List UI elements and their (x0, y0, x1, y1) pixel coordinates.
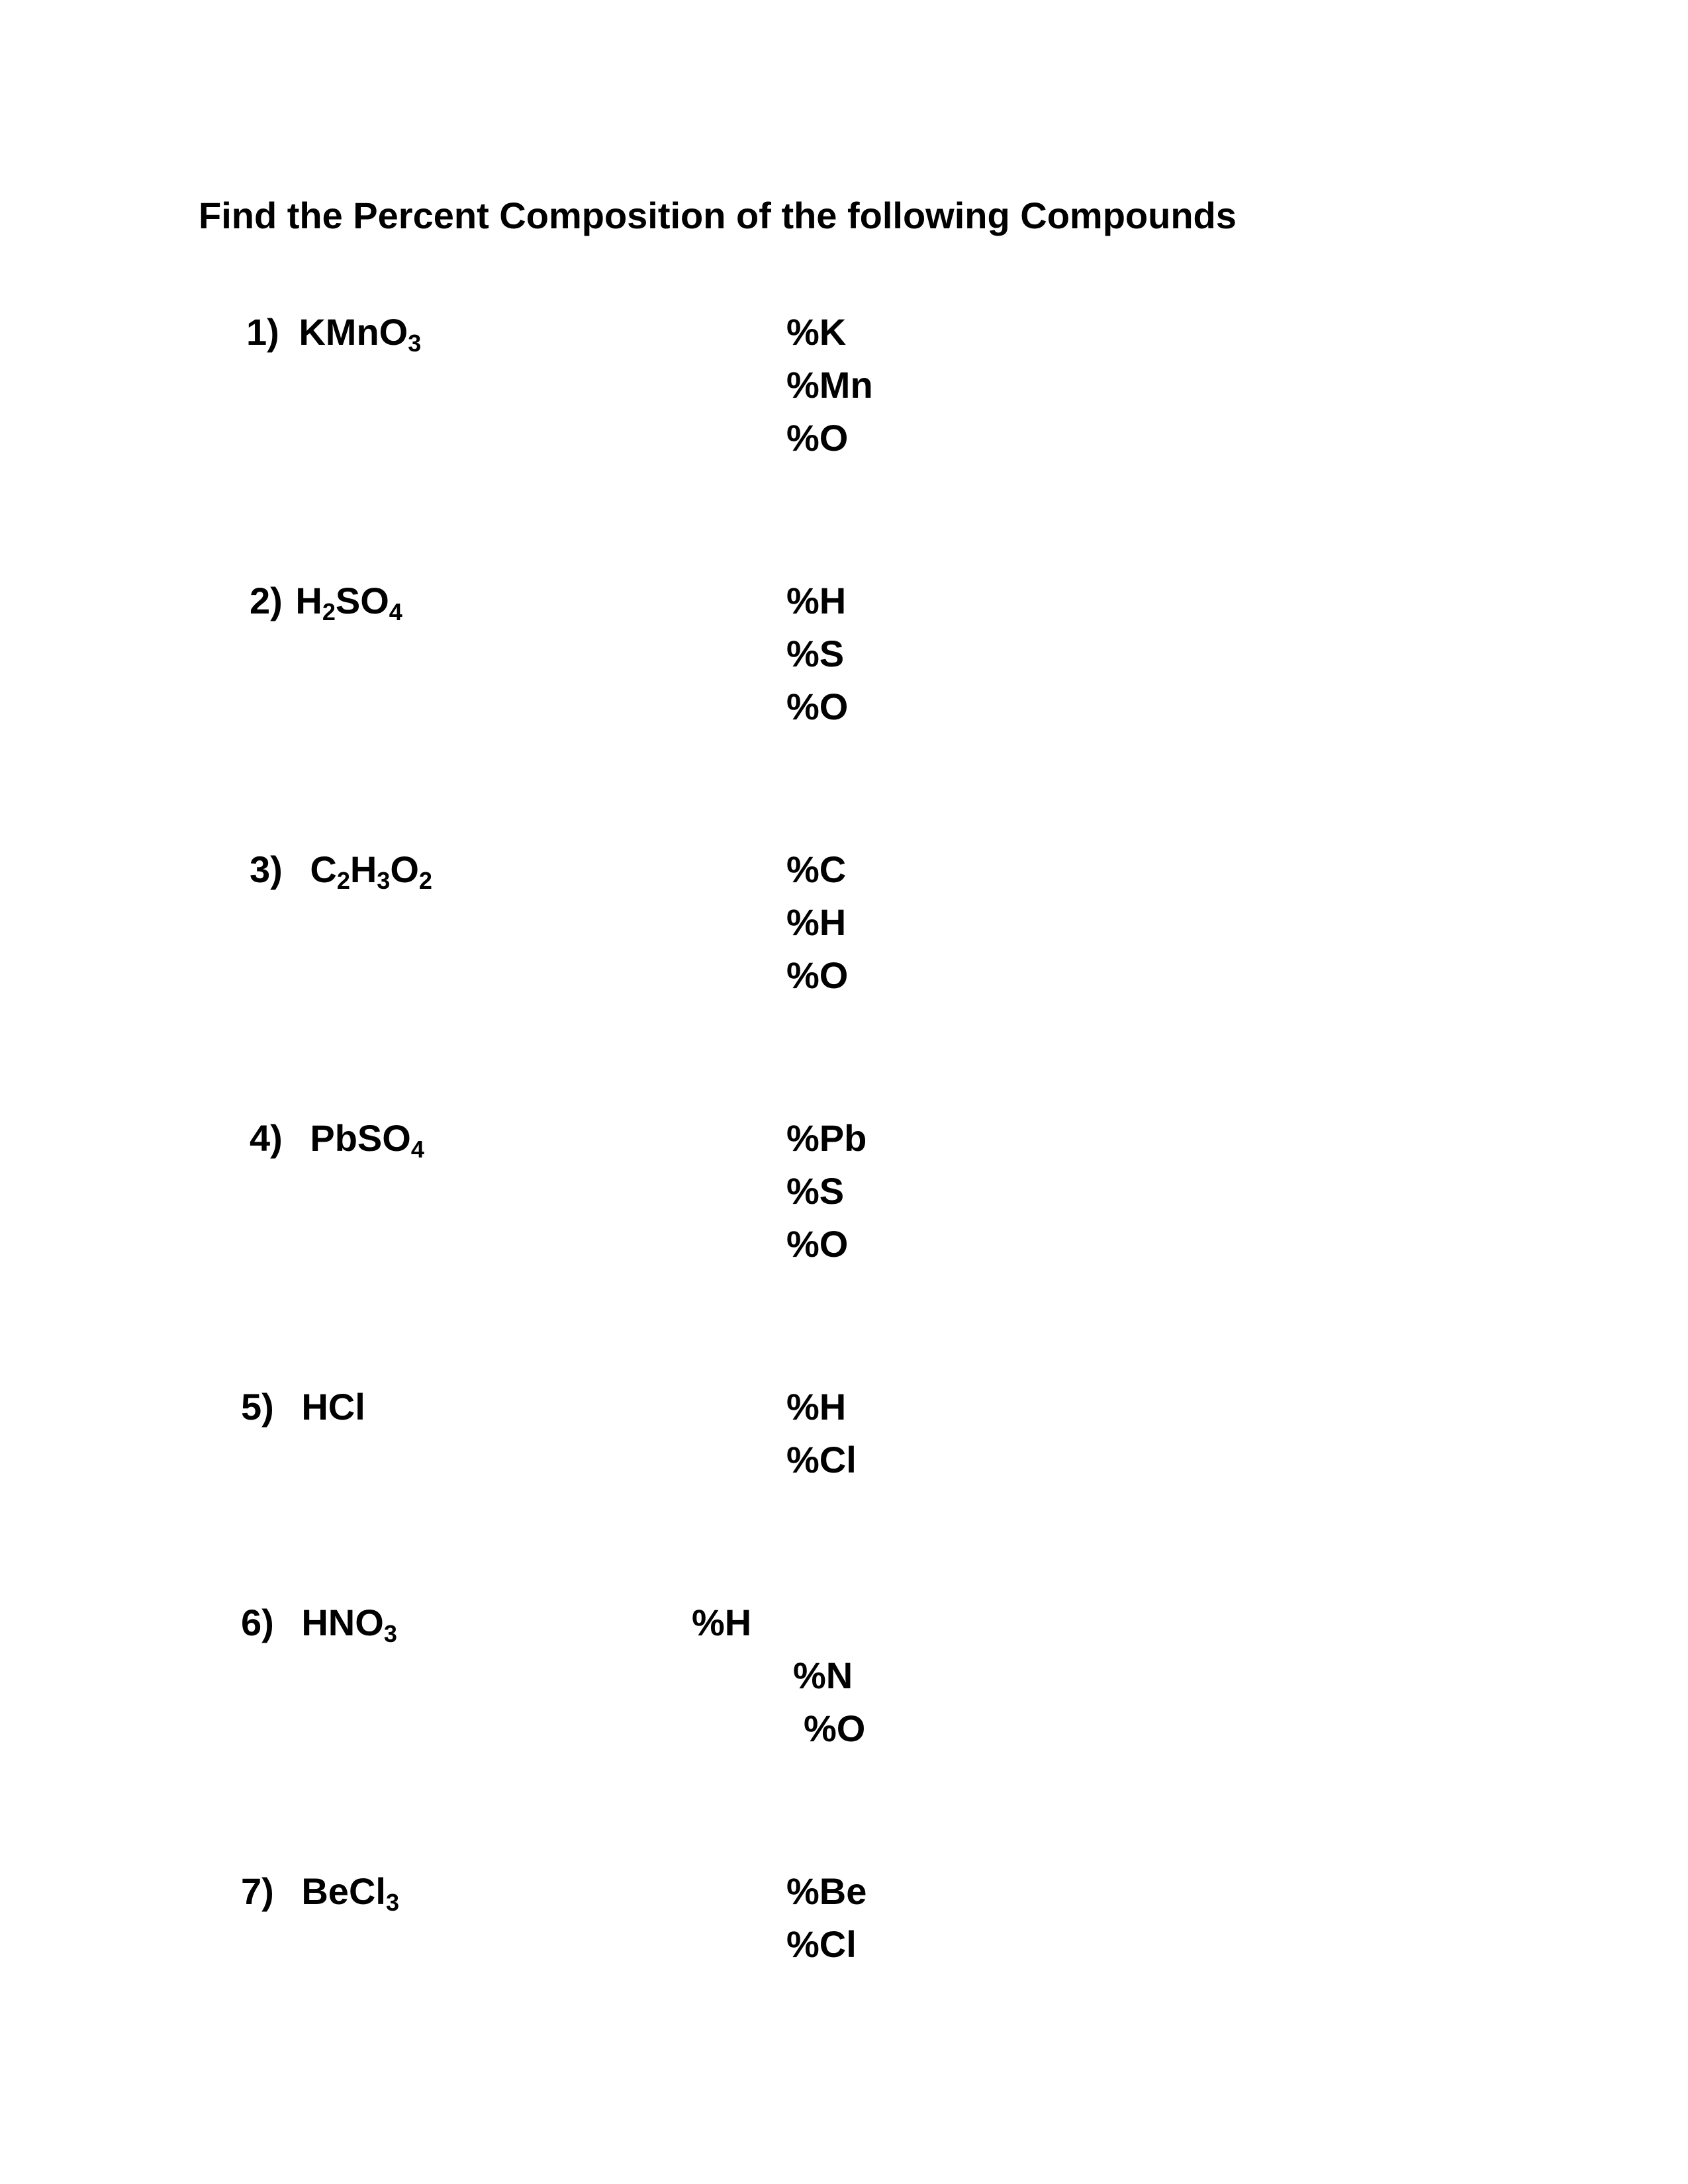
percent-label: %O (786, 417, 849, 459)
question-2 (250, 580, 402, 625)
question-1 (246, 311, 422, 357)
question-number: 5) (241, 1386, 274, 1428)
percent-label: %N (793, 1655, 853, 1696)
formula: PbSO$_4$ (310, 1117, 424, 1163)
percent-label: %Cl (786, 1439, 857, 1480)
formula: HCl (301, 1386, 365, 1428)
question-5 (241, 1388, 365, 1426)
question-number: 1) (246, 311, 279, 353)
percent-label: %O (786, 686, 849, 727)
percent-label: %Pb (786, 1117, 867, 1159)
percent-label: %H (692, 1602, 752, 1643)
percent-label: %Cl (786, 1923, 857, 1965)
formula: KMnO$_3$ (299, 311, 422, 357)
question-number: 3) (250, 848, 283, 890)
percent-label: %H (786, 1386, 847, 1428)
question-4 (250, 1117, 424, 1163)
question-number: 7) (241, 1870, 274, 1912)
formula: $HNO_3$ (301, 1602, 397, 1647)
percent-label: %O (804, 1707, 866, 1749)
percent-label: %Be (786, 1870, 867, 1912)
percent-label: %H (786, 580, 847, 621)
question-number: 4) (250, 1117, 283, 1159)
percent-label: %C (786, 848, 847, 890)
formula: BeCl$_3$ (301, 1870, 399, 1916)
question-6 (241, 1602, 397, 1647)
percent-label: %Mn (786, 364, 873, 406)
formula: $C_2H_3O_2$ (310, 848, 432, 894)
percent-label: %O (786, 954, 849, 996)
percent-label: %H (786, 901, 847, 943)
worksheet-title: Find the Percent Composition of the following Compounds (199, 195, 1237, 236)
question-7 (241, 1870, 399, 1916)
percent-label: %S (786, 633, 845, 674)
question-3 (250, 848, 432, 894)
percent-label: %S (786, 1170, 845, 1212)
formula: $H_2SO_4$ (295, 580, 402, 625)
percent-label: %O (786, 1223, 849, 1265)
question-number: 6) (241, 1602, 274, 1643)
percent-label: %K (786, 311, 847, 353)
question-number: 2) (250, 580, 283, 621)
